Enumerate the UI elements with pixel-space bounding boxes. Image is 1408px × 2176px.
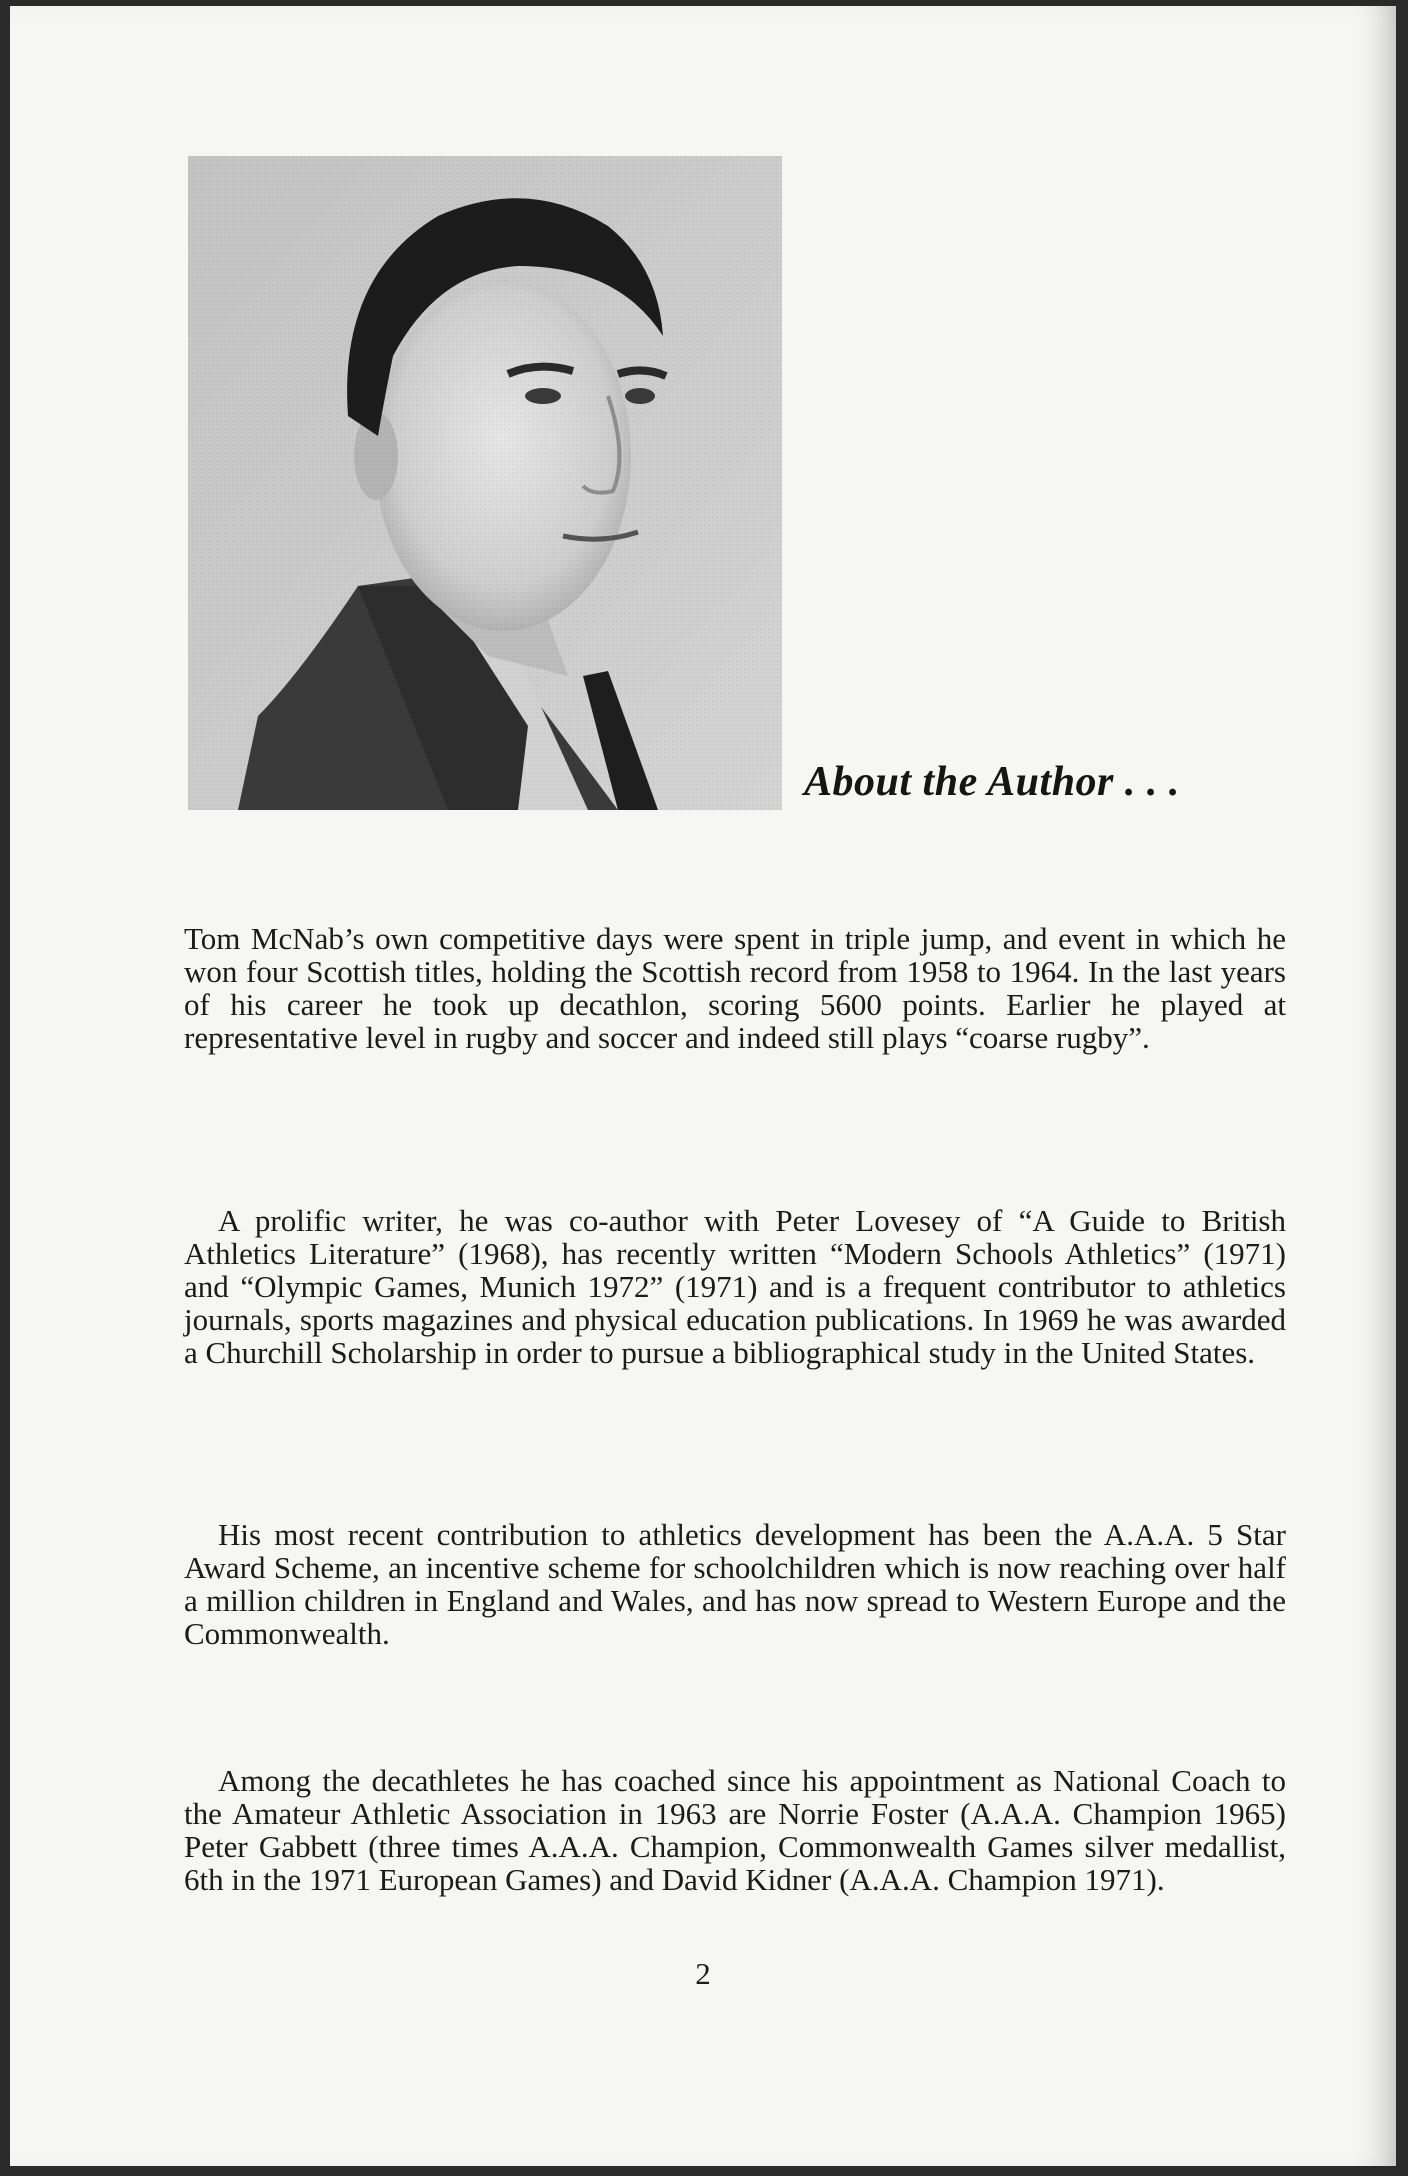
portrait-image xyxy=(188,156,782,810)
author-portrait xyxy=(188,156,782,810)
page-number: 2 xyxy=(695,1956,711,1991)
paragraph-competitive-career: Tom McNab’s own competitive days were spent in triple jump, and event in which he won four Scottish titles, holding the Scottish record from 1958 to 1964. In the last years of his career he took up decathlon, scoring 5600 points. Earlier he played at representative level in rugby and soccer and indeed still plays “coarse rugby”. xyxy=(184,921,1286,1055)
book-page xyxy=(10,6,1396,2166)
paragraph-writing: A prolific writer, he was co-author with Peter Lovesey of “A Guide to British Athletics Literature” (1968), has recently written “Modern Schools Athletics” (1971) and “Olympic Games, Munich 1972” (1971) and is a frequent contributor to athletics journals, sports magazines and physical education publications. In 1969 he was awarded a Churchill Scholarship in order to pursue a bibliographical study in the United States. xyxy=(184,1203,1286,1370)
paragraph-five-star-award: His most recent contribution to athletics development has been the A.A.A. 5 Star Award Scheme, an incentive scheme for schoolchildren which is now reaching over half a million children in England and Wales, and has now spread to Western Europe and the Commonwealth. xyxy=(184,1517,1286,1651)
section-heading: About the Author . . . xyxy=(804,759,1180,805)
paragraph-coaching: Among the decathletes he has coached since his appointment as National Coach to the Amateur Athletic Association in 1963 are Norrie Foster (A.A.A. Champion 1965) Peter Gabbett (three times A.A.A. Champion, Commonwealth Games silver medallist, 6th in the 1971 European Games) and David Kidner (A.A.A. Champion 1971). xyxy=(184,1763,1286,1897)
